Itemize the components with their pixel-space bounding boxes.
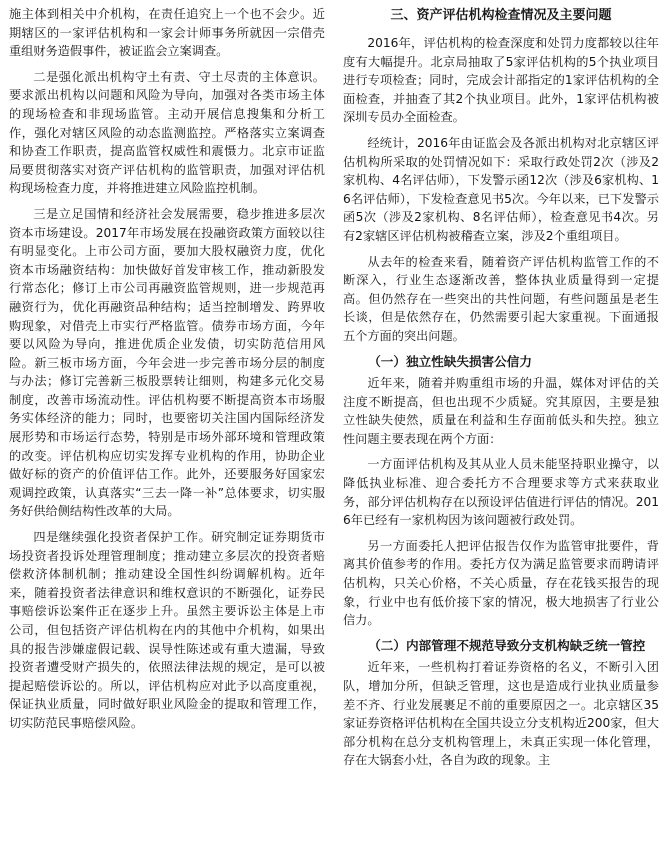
paragraph: 一方面评估机构及其从业人员未能坚持职业操守，以降低执业标准、迎合委托方不合理要求等方式来获取业务，部分评估机构存在以预设评估值进行评估的情况。2016年已经有一家机构因为该问题被行政处罚。 <box>343 457 659 528</box>
right-column <box>343 5 659 777</box>
subsection-heading: （二）内部管理不规范导致分支机构缺乏统一管控 <box>368 637 646 653</box>
left-column <box>9 5 325 740</box>
section-heading: 三、资产评估机构检查情况及主要问题 <box>390 8 612 23</box>
paragraph: 三是立足国情和经济社会发展需要，稳步推进多层次资本市场建设。2017年市场发展在投融资政策方面较以往有明显变化。上市公司方面，要加大股权融资力度，优化资本市场融资结构：加快做好首发审核工作，推动新股发行常态化；修订上市公司再融资监管规则，进一步规范再融资行为，优化再融资品种结构；适当控制增发、跨界收购现象，对借壳上市实行严格监管。债券市场方面，今年要以风险为导向，推进优质企业发债，切实防范信用风险。新三板市场方面，今年会进一步完善市场分层的制度与办法；修订完善新三板股票转让细则，构建多元化交易制度，改善市场流动性。评估机构要不断提高资本市场服务实体经济的能力；同时，也要密切关注国内国际经济发展形势和市场运行态势，特别是市场外部环境和管理政策的改变。评估机构应切实发挥专业机构的作用，协助企业做好标的资产的价值评估工作。此外，还要服务好国家宏观调控政策，认真落实“三去一降一补”总体要求，切实服务好供给侧结构性改革的大局。 <box>9 206 325 519</box>
paragraph: 施主体到相关中介机构，在责任追究上一个也不会少。近期辖区的一家评估机构和一家会计师事务所就因一宗借壳重组财务造假事件，被证监会立案调查。 <box>9 7 325 59</box>
paragraph: 另一方面委托人把评估报告仅作为监管审批要件，背离其价值参考的作用。委托方仅为满足监管要求而聘请评估机构，只关心价格，不关心质量，存在花钱买报告的现象，行业中也有低价接下家的情况，极大地损害了行业公信力。 <box>343 538 659 628</box>
paragraph: 四是继续强化投资者保护工作。研究制定证券期货市场投资者投诉处理管理制度；推动建立多层次的投资者赔偿救济体制机制；推动建设全国性纠纷调解机构。近年来，随着投资者法律意识和维权意识的不断强化，证券民事赔偿诉讼案件正在逐步上升。虽然主要诉讼主体是上市公司，但包括资产评估机构在内的其他中介机构，如果出具的报告涉嫌虚假记载、误导性陈述或有重大遗漏，导致投资者遭受财产损失的，依照法律法规的规定，是可以被提起赔偿诉讼的。所以，评估机构应对此予以高度重视，保证执业质量，同时做好职业风险金的提取和管理工作，切实防范民事赔偿风险。 <box>9 530 325 730</box>
subsection-heading: （一）独立性缺失损害公信力 <box>368 353 532 369</box>
paragraph: 2016年，评估机构的检查深度和处罚力度都较以往年度有大幅提升。北京局抽取了5家评估机构的5个执业项目进行专项检查；同时，完成会计部指定的1家评估机构的全面检查，并抽查了其2个执业项目。此外，1家评估机构被深圳专员办全面检查。 <box>343 36 659 125</box>
paragraph: 从去年的检查来看，随着资产评估机构监管工作的不断深入，行业生态逐渐改善，整体执业质量得到一定提高。但仍然存在一些突出的共性问题，有些问题虽是老生长谈，但是依然存在，仍然需要引起大家重视。下面通报五个方面的突出问题。 <box>343 254 659 343</box>
paragraph: 二是强化派出机构守土有责、守土尽责的主体意识。要求派出机构以问题和风险为导向，加强对各类市场主体的现场检查和非现场监管。主动开展信息搜集和分析工作，强化对辖区风险的动态监测监控。严格落实立案调查和协查工作职责，提高监管权威性和震慑力。北京市证监局要贯彻落实对资产评估机构的监管职责，加强对评估机构现场检查力度，并将推进建立风险监控机制。 <box>9 69 325 196</box>
paragraph: 经统计，2016年由证监会及各派出机构对北京辖区评估机构所采取的处罚情况如下：采取行政处罚2次（涉及2家机构、4名评估师），下发警示函12次（涉及6家机构、16名评估师），下发检查意见书5次。今年以来，已下发警示函5次（涉及2家机构、8名评估师），检查意见书4次。另有2家辖区评估机构被稽查立案，涉及2个重组项目。 <box>343 135 659 243</box>
paragraph: 近年来，随着并购重组市场的升温，媒体对评估的关注度不断提高，但也出现不少质疑。究其原因，主要是独立性缺失使然，质量在利益和生存面前低头和失控。独立性问题主要表现在两个方面： <box>343 376 659 446</box>
paragraph: 近年来，一些机构打着证券资格的名义，不断引入团队，增加分所，但缺乏管理，这也是造成行业执业质量参差不齐、行业发展裹足不前的重要原因之一。北京辖区35家证券资格评估机构在全国共设立分支机构近200家，但大部分机构在总分支机构管理上，未真正实现一体化管理，存在大锅套小灶，各自为政的现象。主 <box>343 660 659 768</box>
